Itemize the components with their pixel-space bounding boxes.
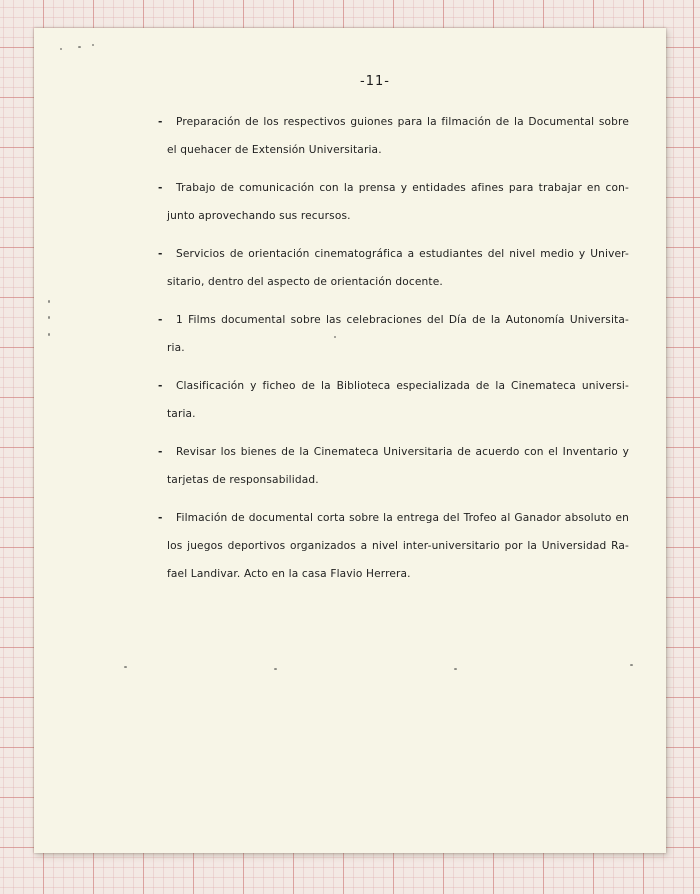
paper-speck (124, 666, 127, 668)
paper-speck (630, 664, 633, 666)
paper-speck (48, 300, 50, 303)
list-item (158, 372, 629, 428)
bullet-dash: - (158, 512, 163, 524)
list-item (158, 108, 629, 164)
paper-speck (78, 46, 81, 48)
bullet-dash: - (158, 248, 163, 260)
item-line: tarjetas de responsabilidad. (167, 474, 319, 486)
page-number: -11- (360, 74, 390, 89)
paper-speck (454, 668, 457, 670)
item-line: 1 Films documental sobre las celebraciones del Día de la Autonomía Universita- (176, 314, 629, 326)
paper-speck (48, 316, 50, 319)
bullet-dash: - (158, 314, 163, 326)
item-line: los juegos deportivos organizados a nivel inter-universitario por la Universidad Ra- (167, 540, 629, 552)
bullet-dash: - (158, 116, 163, 128)
paper-speck (92, 44, 94, 46)
paper-speck (48, 333, 50, 336)
item-line: Preparación de los respectivos guiones para la filmación de la Documental sobre (176, 116, 629, 128)
item-line: ria. (167, 342, 185, 354)
item-line: Revisar los bienes de la Cinemateca Universitaria de acuerdo con el Inventario y (176, 446, 629, 458)
list-item (158, 240, 629, 296)
item-line: Filmación de documental corta sobre la entrega del Trofeo al Ganador absoluto en (176, 512, 629, 524)
item-line: taria. (167, 408, 196, 420)
list-item (158, 174, 629, 230)
document-page (34, 28, 666, 853)
paper-speck (60, 48, 62, 50)
bullet-dash: - (158, 182, 163, 194)
list-item (158, 306, 629, 362)
paper-speck (274, 668, 277, 670)
item-line: Servicios de orientación cinematográfica a estudiantes del nivel medio y Univer- (176, 248, 629, 260)
item-line: fael Landivar. Acto en la casa Flavio Herrera. (167, 568, 411, 580)
list-item (158, 438, 629, 494)
list-item (158, 504, 629, 588)
activity-list (158, 108, 629, 598)
item-line: el quehacer de Extensión Universitaria. (167, 144, 382, 156)
item-line: Trabajo de comunicación con la prensa y entidades afines para trabajar en con- (176, 182, 629, 194)
bullet-dash: - (158, 380, 163, 392)
item-line: sitario, dentro del aspecto de orientación docente. (167, 276, 443, 288)
bullet-dash: - (158, 446, 163, 458)
paper-speck (334, 336, 336, 338)
item-line: Clasificación y ficheo de la Biblioteca especializada de la Cinemateca universi- (176, 380, 629, 392)
item-line: junto aprovechando sus recursos. (167, 210, 351, 222)
